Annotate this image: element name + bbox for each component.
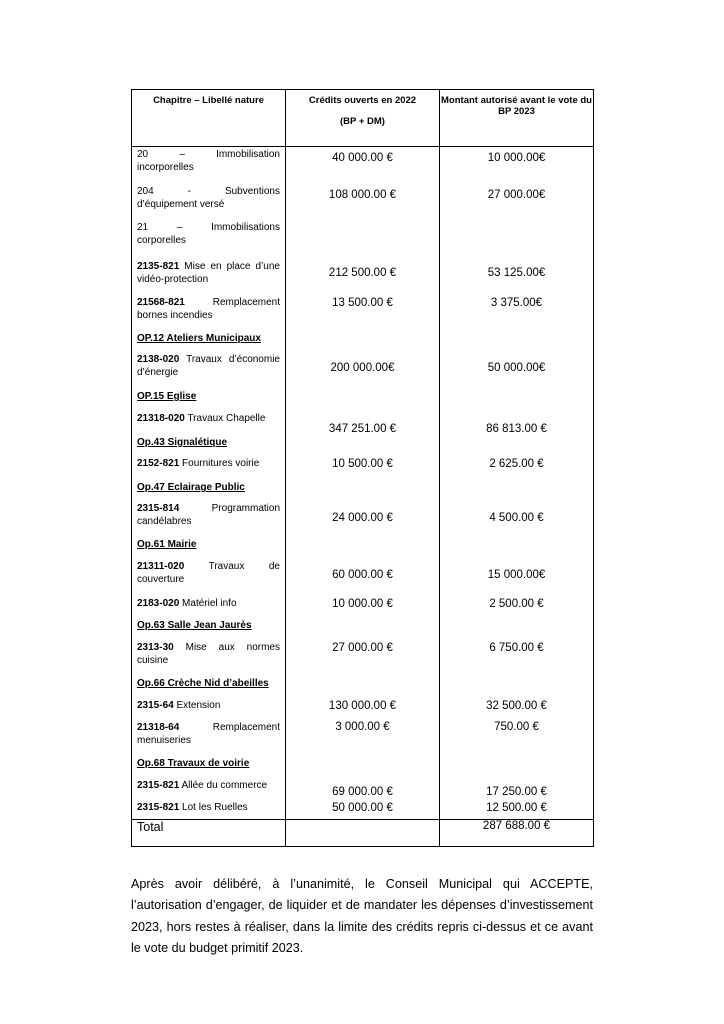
montant-value: 86 813.00 € <box>486 423 547 435</box>
value-cell <box>286 673 439 695</box>
credits-value: 50 000.00 € <box>332 802 393 814</box>
table-row <box>132 147 594 820</box>
montant-value: 4 500.00 € <box>489 512 544 524</box>
line-item <box>137 637 280 673</box>
chapter-label-part: Immobilisation <box>216 149 280 160</box>
item-code: 21318-020 <box>137 413 185 424</box>
line-item <box>137 695 280 717</box>
credits-column <box>286 147 439 819</box>
total-credits <box>286 820 440 847</box>
montant-value: 27 000.00€ <box>487 189 546 201</box>
montant-value: 10 000.00€ <box>487 152 546 164</box>
item-label: Programmation candélabres <box>137 503 280 527</box>
value-cell <box>440 797 593 819</box>
value-cell <box>286 593 439 615</box>
section-label: Op.47 Eclairage Public <box>137 482 245 493</box>
item-label: Remplacement bornes incendies <box>137 297 280 321</box>
value-cell <box>286 408 439 435</box>
value-cell <box>286 775 439 797</box>
item-label: Travaux d’économie d’énergie <box>137 354 280 378</box>
item-code: 2313-30 <box>137 642 174 653</box>
value-cell <box>286 349 439 386</box>
credits-value: 69 000.00 € <box>332 786 393 798</box>
total-montant: 287 688.00 € <box>440 820 594 847</box>
line-item <box>137 717 280 753</box>
section-heading <box>137 386 280 408</box>
credits-value: 40 000.00 € <box>332 152 393 164</box>
item-code: 2315-64 <box>137 700 174 711</box>
credits-value: 10 000.00 € <box>332 598 393 610</box>
chapter-label-part: incorporelles <box>137 161 194 173</box>
line-item <box>137 775 280 797</box>
credits-value: 10 500.00 € <box>332 458 393 470</box>
item-label: Matériel info <box>182 598 237 609</box>
value-cell <box>440 695 593 717</box>
value-cell <box>440 220 593 256</box>
credits-value: 27 000.00 € <box>332 642 393 654</box>
montant-value: 17 250.00 € <box>486 786 547 798</box>
value-cell <box>440 184 593 220</box>
item-code: 2152-821 <box>137 458 180 469</box>
line-item <box>137 349 280 386</box>
montant-value: 53 125.00€ <box>487 267 546 279</box>
section-heading <box>137 328 280 349</box>
value-cell <box>440 615 593 637</box>
line-item <box>137 556 280 593</box>
budget-table <box>131 89 594 847</box>
section-heading <box>137 615 280 637</box>
credits-value: 60 000.00 € <box>332 569 393 581</box>
section-heading <box>137 753 280 775</box>
section-label: Op.61 Mairie <box>137 539 197 550</box>
value-cell <box>440 453 593 477</box>
line-item <box>137 593 280 615</box>
chapter-label-part: Immobilisations <box>211 222 280 233</box>
value-cell <box>440 147 593 184</box>
chapter-label-part: - <box>187 186 191 197</box>
item-code: 2135-821 <box>137 261 180 272</box>
item-code: 21311-020 <box>137 561 185 572</box>
section-label: Op.66 Crèche Nid d’abeilles <box>137 678 269 689</box>
montant-value: 15 000.00€ <box>487 569 546 581</box>
item-label: Fournitures voirie <box>182 458 260 469</box>
credits-value: 347 251.00 € <box>328 423 397 435</box>
montant-value: 750.00 € <box>494 721 539 733</box>
entries-column <box>137 147 280 819</box>
credits-value: 200 000.00€ <box>330 362 395 374</box>
value-cell <box>440 775 593 797</box>
value-cell <box>286 695 439 717</box>
chapter-label-part: Subventions <box>224 186 280 197</box>
line-item <box>137 292 280 328</box>
line-item <box>137 256 280 292</box>
montant-column <box>440 147 593 819</box>
chapter-label-part: 21 <box>137 222 149 233</box>
item-label: Extension <box>176 700 221 711</box>
value-cell <box>286 797 439 819</box>
chapter-label-part: – <box>179 149 185 160</box>
value-cell <box>286 328 439 349</box>
deliberation-paragraph: Après avoir délibéré, à l’unanimité, le Conseil Municipal qui ACCEPTE, l’autorisation d’engager, de liquider et de mandater les dépenses d’investissement 2023, hors restes à réaliser, dans la limite des crédits repris ci-dessus et ce avant le vote du budget primitif 2023. <box>131 876 593 956</box>
item-label: Travaux Chapelle <box>187 413 266 424</box>
line-item <box>137 408 280 432</box>
montant-value: 12 500.00 € <box>486 802 547 814</box>
value-cell <box>440 498 593 534</box>
value-cell <box>440 349 593 386</box>
montant-value: 32 500.00 € <box>486 700 547 712</box>
value-cell <box>286 753 439 775</box>
header-montant: Montant autorisé avant le vote du BP 2023 <box>440 90 594 147</box>
value-cell <box>286 147 439 184</box>
value-cell <box>440 753 593 775</box>
item-label: Lot les Ruelles <box>182 802 248 813</box>
item-code: 2315-821 <box>137 802 180 813</box>
chapter-label-part: – <box>176 222 183 233</box>
value-cell <box>440 292 593 328</box>
value-cell <box>286 256 439 292</box>
value-cell <box>440 477 593 498</box>
value-cell <box>440 256 593 292</box>
value-cell <box>286 556 439 593</box>
chapter-label-part: 20 <box>137 149 149 160</box>
value-cell <box>440 593 593 615</box>
chapter-entry <box>137 220 280 256</box>
value-cell <box>440 386 593 408</box>
value-cell <box>286 615 439 637</box>
item-code: 2138-020 <box>137 354 180 365</box>
item-code: 21568-821 <box>137 297 185 308</box>
credits-value: 24 000.00 € <box>332 512 393 524</box>
value-cell <box>286 637 439 673</box>
value-cell <box>286 498 439 534</box>
item-code: 21318-64 <box>137 722 180 733</box>
value-cell <box>440 328 593 349</box>
section-label: Op.63 Salle Jean Jaurès <box>137 620 252 631</box>
chapter-entry <box>137 184 280 220</box>
credits-value: 13 500.00 € <box>332 297 393 309</box>
value-cell <box>286 534 439 556</box>
credits-value: 3 000.00 € <box>335 721 390 733</box>
credits-value: 108 000.00 € <box>328 189 397 201</box>
item-label: Mise aux normes cuisine <box>137 642 280 666</box>
item-label: Mise en place d’une vidéo-protection <box>137 261 280 285</box>
section-label: OP.15 Eglise <box>137 391 197 402</box>
line-item <box>137 498 280 534</box>
value-cell <box>440 408 593 435</box>
value-cell <box>286 220 439 256</box>
value-cell <box>286 184 439 220</box>
section-heading <box>137 673 280 695</box>
section-heading <box>137 534 280 556</box>
section-heading <box>137 432 280 453</box>
value-cell <box>286 477 439 498</box>
table-header-row <box>132 90 594 147</box>
header-chapitre: Chapitre – Libellé nature <box>132 90 286 147</box>
item-code: 2315-814 <box>137 503 180 514</box>
value-cell <box>286 292 439 328</box>
value-cell <box>286 453 439 477</box>
line-item <box>137 453 280 477</box>
item-code: 2183-020 <box>137 598 180 609</box>
montant-value: 2 500.00 € <box>489 598 544 610</box>
credits-value: 212 500.00 € <box>328 267 397 279</box>
value-cell <box>440 637 593 673</box>
header-credits: Crédits ouverts en 2022 (BP + DM) <box>286 90 440 147</box>
section-label: Op.43 Signalétique <box>137 437 228 448</box>
value-cell <box>440 673 593 695</box>
montant-value: 2 625.00 € <box>489 458 544 470</box>
value-cell <box>440 556 593 593</box>
chapter-entry <box>137 147 280 184</box>
section-label: Op.68 Travaux de voirie <box>137 758 250 769</box>
section-heading <box>137 477 280 498</box>
item-label: Remplacement menuiseries <box>137 722 280 746</box>
montant-value: 6 750.00 € <box>489 642 544 654</box>
montant-value: 3 375.00€ <box>490 297 543 309</box>
item-code: 2315-821 <box>137 780 180 791</box>
chapter-label-part: 204 <box>137 186 154 197</box>
value-cell <box>440 534 593 556</box>
montant-value: 50 000.00€ <box>487 362 546 374</box>
total-label: Total <box>132 820 286 847</box>
chapter-label-part: corporelles <box>137 234 186 246</box>
total-row <box>132 820 594 847</box>
line-item <box>137 797 280 819</box>
credits-value: 130 000.00 € <box>328 700 397 712</box>
item-label: Travaux de couverture <box>137 561 280 585</box>
value-cell <box>440 717 593 753</box>
value-cell <box>286 386 439 408</box>
value-cell <box>286 717 439 753</box>
section-label: OP.12 Ateliers Municipaux <box>137 333 261 344</box>
chapter-label-part: d’équipement versé <box>137 198 225 210</box>
item-label: Allée du commerce <box>181 780 268 791</box>
